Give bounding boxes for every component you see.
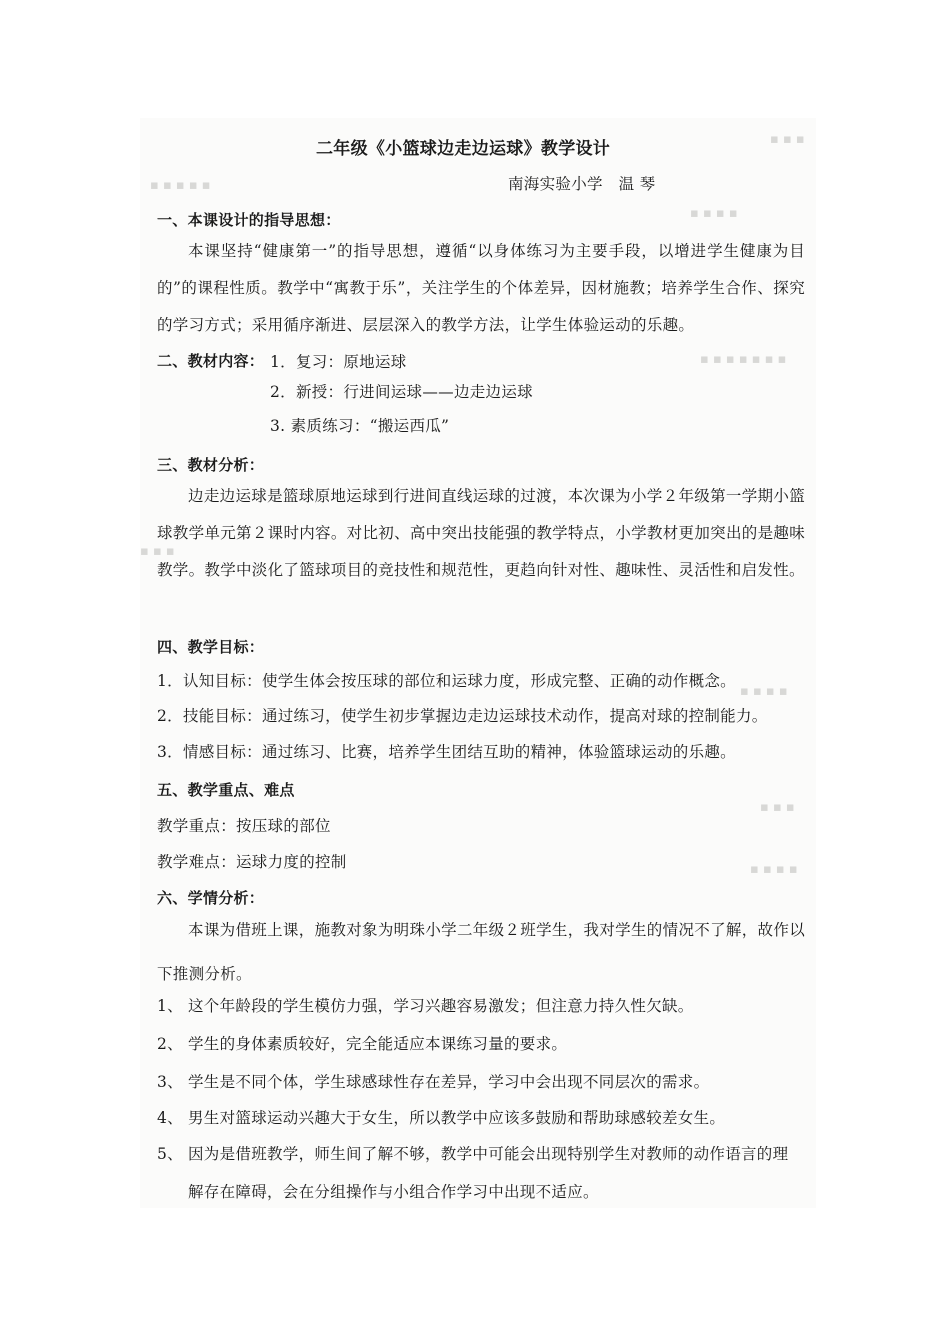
section-3-heading: 三、教材分析： [157,456,265,474]
document-title: 二年级《小篮球边走边运球》教学设计 [316,139,611,159]
section-2-item-1: 1．复习：原地运球 [270,353,407,371]
analysis-item-1-text: 这个年龄段的学生模仿力强，学习兴趣容易激发；但注意力持久性欠缺。 [188,997,694,1015]
show-through-mark: ▪ ▪ ▪ [770,132,805,147]
section-6-heading: 六、学情分析： [157,889,265,907]
section-3-body: 边走边运球是篮球原地运球到行进间直线运球的过渡，本次课为小学２年级第一学期小篮球教学单元第２课时内容。对比初、高中突出技能强的教学特点，小学教材更加突出的是趣味教学。教学中淡化了篮球项目的竞技性和规范性，更趋向针对性、趣味性、灵活性和启发性。 [157,487,805,579]
section-2-heading: 二、教材内容： [157,352,265,370]
analysis-item-5-number: 5、 [157,1145,183,1163]
show-through-mark: ▪ ▪ ▪ ▪ ▪ ▪ ▪ [700,352,787,367]
analysis-item-2-number: 2、 [157,1035,183,1053]
objective-item-2: 2．技能目标：通过练习，使学生初步掌握边走边运球技术动作，提高对球的控制能力。 [157,707,768,725]
author-line: 南海实验小学 温 琴 [508,175,656,193]
section-1-body: 本课坚持“健康第一”的指导思想，遵循“以身体练习为主要手段，以增进学生健康为目的”的课程性质。教学中“寓教于乐”，关注学生的个体差异，因材施教；培养学生合作、探究的学习方式；采用循序渐进、层层深入的教学方法，让学生体验运动的乐趣。 [157,242,805,334]
analysis-item-1-number: 1、 [157,997,183,1015]
section-4-heading: 四、教学目标： [157,638,265,656]
show-through-mark: ▪ ▪ ▪ ▪ [690,206,738,221]
show-through-mark: ▪ ▪ ▪ [760,800,795,815]
analysis-item-5-continuation: 解存在障碍，会在分组操作与小组合作学习中出现不适应。 [188,1183,599,1201]
section-2-item-2: 2．新授：行进间运球——边走边运球 [270,383,533,401]
analysis-item-2-text: 学生的身体素质较好，完全能适应本课练习量的要求。 [188,1035,568,1053]
section-5-heading: 五、教学重点、难点 [157,781,295,799]
section-2-item-3: 3. 素质练习：“搬运西瓜” [270,417,450,435]
show-through-mark: ▪ ▪ ▪ ▪ ▪ [150,178,211,193]
section-6-intro: 本课为借班上课，施教对象为明珠小学二年级２班学生，我对学生的情况不了解，故作以下推测分析。 [157,921,805,983]
show-through-mark: ▪ ▪ ▪ ▪ [740,684,788,699]
analysis-item-4-text: 男生对篮球运动兴趣大于女生，所以教学中应该多鼓励和帮助球感较差女生。 [188,1109,726,1127]
analysis-item-4-number: 4、 [157,1109,183,1127]
objective-item-3: 3．情感目标：通过练习、比赛，培养学生团结互助的精神，体验篮球运动的乐趣。 [157,743,736,761]
key-point: 教学重点：按压球的部位 [157,817,331,835]
objective-item-1: 1．认知目标：使学生体会按压球的部位和运球力度，形成完整、正确的动作概念。 [157,672,736,690]
difficult-point: 教学难点：运球力度的控制 [157,853,347,871]
analysis-item-3-number: 3、 [157,1073,183,1091]
show-through-mark: ▪ ▪ ▪ ▪ [750,862,798,877]
section-1-heading: 一、本课设计的指导思想： [157,211,341,229]
show-through-mark: ▪ ▪ ▪ [140,544,175,559]
analysis-item-5-text: 因为是借班教学，师生间了解不够，教学中可能会出现特别学生对教师的动作语言的理 [188,1145,789,1163]
analysis-item-3-text: 学生是不同个体，学生球感球性存在差异，学习中会出现不同层次的需求。 [188,1073,710,1091]
